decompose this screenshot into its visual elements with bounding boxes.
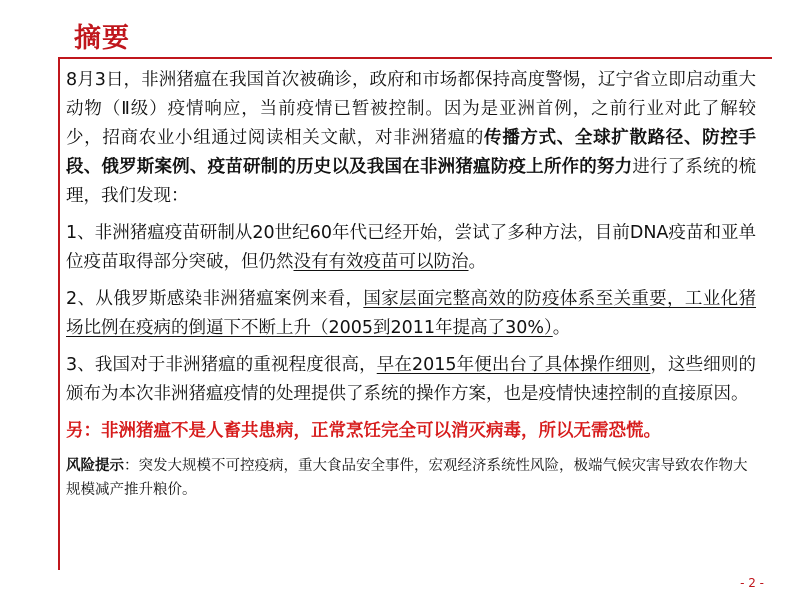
risk-text: 突发大规模不可控疫病，重大食品安全事件，宏观经济系统性风险，极端气候灾害导致农作物大规模减产推升粮价。	[66, 458, 748, 498]
summary-content	[66, 66, 756, 502]
risk-colon: ：	[124, 458, 139, 474]
finding-1-underline: 没有有效疫苗可以防治	[293, 252, 469, 272]
title-divider	[58, 57, 772, 59]
finding-3-end: ，这些细则的颁布为本次非洲猪瘟疫情的处理提供了系统的操作方案，也是疫情快速控制的直接原因。	[66, 355, 756, 404]
finding-1-text: 1、非洲猪瘟疫苗研制从20世纪60年代已经开始，尝试了多种方法，目前DNA疫苗和亚单位疫苗取得部分突破，但仍然	[66, 223, 756, 272]
finding-3-underline: 早在2015年便出台了具体操作细则	[376, 355, 651, 375]
important-note: 另：非洲猪瘟不是人畜共患病，正常烹饪完全可以消灭病毒，所以无需恐慌。	[66, 421, 661, 441]
finding-2-text: 2、从俄罗斯感染非洲猪瘟案例来看，	[66, 289, 364, 309]
intro-text: 8月3日，非洲猪瘟在我国首次被确诊，政府和市场都保持高度警惕，辽宁省立即启动重大动物（Ⅱ级）疫情响应，当前疫情已暂被控制。因为是亚洲首例，之前行业对此了解较少，招商农业小组通过阅读相关文献，对非洲猪瘟的	[66, 70, 756, 148]
finding-3-text: 3、我国对于非洲猪瘟的重视程度很高，	[66, 355, 377, 375]
left-accent-bar	[58, 59, 60, 570]
finding-2-underline: 国家层面完整高效的防疫体系至关重要，工业化猪场比例在疫病的倒逼下不断上升（2005到2011年提高了30%）	[66, 289, 757, 338]
intro-paragraph	[66, 66, 756, 211]
risk-warning	[66, 454, 756, 502]
intro-bold-text: 传播方式、全球扩散路径、防控手段、俄罗斯案例、疫苗研制的历史以及我国在非洲猪瘟防疫上所作的努力	[66, 128, 757, 177]
finding-3	[66, 351, 756, 409]
finding-1-end: 。	[468, 252, 486, 272]
risk-label: 风险提示	[66, 458, 124, 474]
page-title: 摘要	[74, 23, 130, 54]
page-number: - 2 -	[740, 576, 764, 590]
finding-1	[66, 219, 756, 277]
finding-2	[66, 285, 756, 343]
intro-text-end: 进行了系统的梳理，我们发现：	[66, 157, 757, 206]
finding-2-end: 。	[552, 318, 571, 338]
